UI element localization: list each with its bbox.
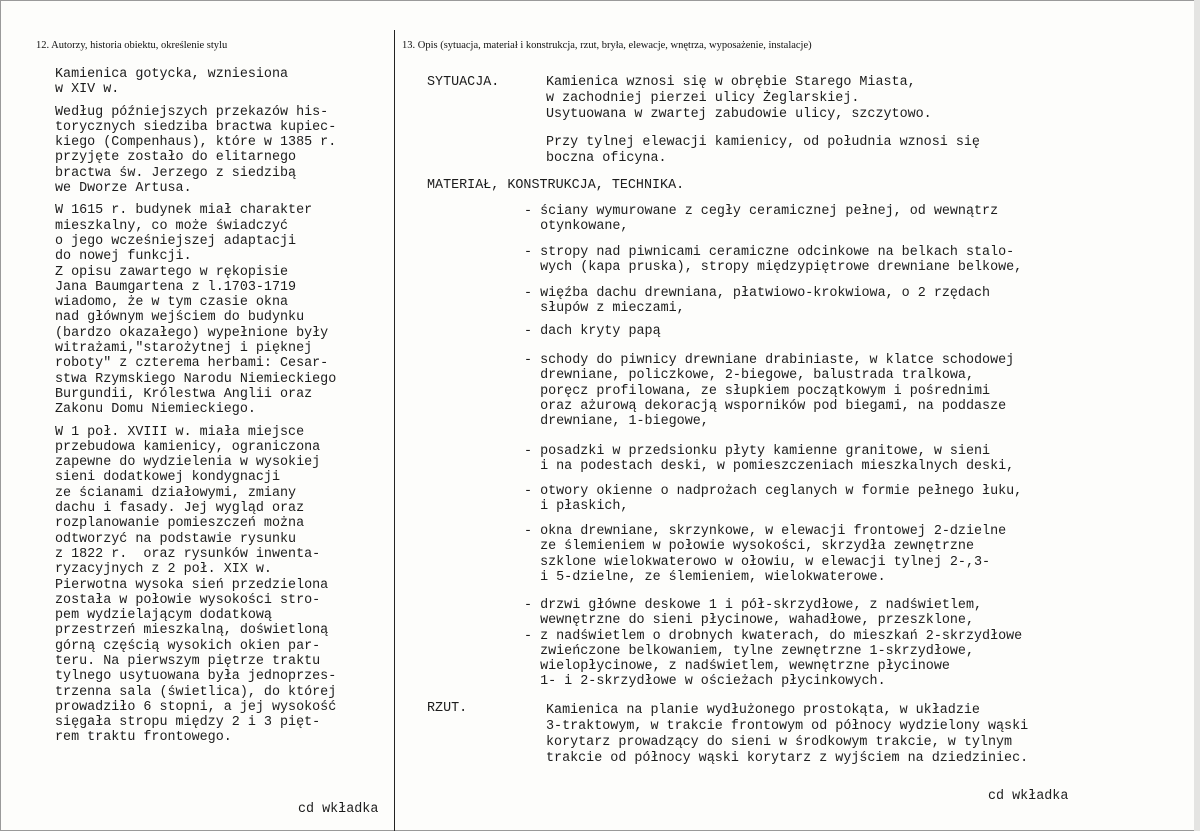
- material-item: - schody do piwnicy drewniane drabiniaste, w klatce schodowej drewniane, policzkowe, 2-biegowe, balustrada tralkowa, poręcz profilowana, ze słupkiem początkowym i pośrednimi oraz ażurową dekoracją wsporników pod biegami, na poddasze drewniane, 1-biegowe,: [524, 353, 1015, 430]
- history-paragraph: Według późniejszych przekazów his- torycznych siedziba bractwa kupiec- kiego (Compenhaus), które w 1385 r. przyjęte zostało do elitarnego bractwa św. Jerzego z siedzibą we Dworze Artusa.: [55, 104, 337, 197]
- material-item: - stropy nad piwnicami ceramiczne odcinkowe na belkach stalo- wych (kapa pruska), stropy międzypiętrowe drewniane belkowe,: [524, 245, 1023, 276]
- history-paragraph: W 1615 r. budynek miał charakter mieszkalny, co może świadczyć o jego wcześniejszej adaptacji do nowej funkcji. Z opisu zawartego w rękopisie Jana Baumgartena z l.1703-1719 wiadomo, że w tym czasie okna nad głównym wejściem do budynku (bardzo okazałego) wypełnione były witrażami,"starożytnej i pięknej roboty" z czterema herbami: Cesar- stwa Rzymskiego Narodu Niemieckiego Burgundii, Królestwa Anglii oraz Zakonu Domu Niemieckiego.: [55, 203, 337, 418]
- rzut-line: trakcie od północy wąski korytarz z wyjściem na dziedziniec.: [546, 751, 1029, 766]
- section-12-header: 12. Autorzy, historia obiektu, określenie stylu: [36, 40, 228, 51]
- material-item: - ściany wymurowane z cegły ceramicznej pełnej, od wewnątrz otynkowane,: [524, 204, 999, 235]
- sytuacja-line: w zachodniej pierzei ulicy Żeglarskiej.: [546, 91, 860, 106]
- material-item: - więźba dachu drewniana, płatwiowo-krokwiowa, o 2 rzędach słupów z mieczami,: [524, 286, 991, 317]
- sytuacja-line: Kamienica wznosi się w obrębie Starego Miasta,: [546, 75, 916, 90]
- material-item: - otwory okienne o nadprożach ceglanych w formie pełnego łuku, i płaskich,: [524, 484, 1023, 515]
- sytuacja-extra-line: Przy tylnej elewacji kamienicy, od południa wznosi się: [546, 135, 980, 150]
- rzut-line: 3-traktowym, w trakcie frontowym od północy wydzielony wąski: [546, 719, 1029, 734]
- history-paragraph: W 1 poł. XVIII w. miała miejsce przebudowa kamienicy, ograniczona zapewne do wydzielenia w wysokiej sieni dodatkowej kondygnacji ze ścianami działowymi, zmiany dachu i fasady. Jej wygląd oraz rozplanowanie pomieszczeń można odtworzyć na podstawie rysunku z 1822 r. oraz rysunków inwenta- ryzacyjnych z 2 poł. XIX w. Pierwotna wysoka sień przedzielona została w połowie wysokości stro- pem wydzielającym dodatkową przestrzeń mieszkalną, doświetloną górną częścią wysokich okien par- teru. Na pierwszym piętrze traktu tylnego usytuowana była jednoprzes- trzenna sala (świetlica), do której prowadziło 6 stopni, a jej wysokość sięgała stropu między 2 i 3 pięt- rem traktu frontowego.: [55, 424, 337, 746]
- material-item: - okna drewniane, skrzynkowe, w elewacji frontowej 2-dzielne ze ślemieniem w połowie wysokości, skrzydła zewnętrzne szklone wielokwaterowo w ołowiu, w elewacji tylnej 2-,3- i 5-dzielne, ze ślemieniem, wielokwaterowe.: [524, 524, 1007, 585]
- rzut-line: korytarz prowadzący do sieni w środkowym trakcie, w tylnym: [546, 735, 1013, 750]
- section-13-header: 13. Opis (sytuacja, materiał i konstrukcja, rzut, bryła, elewacje, wnętrza, wyposażenie, instalacje): [402, 40, 812, 51]
- material-label: MATERIAŁ, KONSTRUKCJA, TECHNIKA.: [427, 178, 685, 193]
- history-text: [55, 67, 395, 753]
- rzut-label: RZUT.: [427, 701, 468, 716]
- sytuacja-extra-line: boczna oficyna.: [546, 151, 667, 166]
- page-edge: [1194, 0, 1200, 831]
- history-paragraph: Kamienica gotycka, wzniesiona w XIV w.: [55, 67, 289, 98]
- continuation-note-left: cd wkładka: [298, 802, 379, 817]
- continuation-note-right: cd wkładka: [988, 789, 1069, 804]
- sytuacja-line: Usytuowana w zwartej zabudowie ulicy, szczytowo.: [546, 107, 932, 122]
- material-item: - posadzki w przedsionku płyty kamienne granitowe, w sieni i na podestach deski, w pomieszczeniach mieszkalnych deski,: [524, 444, 1015, 475]
- material-item: - dach kryty papą: [524, 324, 661, 339]
- rzut-line: Kamienica na planie wydłużonego prostokąta, w układzie: [546, 703, 980, 718]
- material-item: - drzwi główne deskowe 1 i pół-skrzydłowe, z nadświetlem, wewnętrzne do sieni płycinowe, wahadłowe, przeszklone, - z nadświetlem o drobnych kwaterach, do mieszkań 2-skrzydłowe zwieńczone belkowaniem, tylne zewnętrzne 1-skrzydłowe, wielopłycinowe, z nadświetlem, wewnętrzne płycinowe 1- i 2-skrzydłowe w ościeżach płycinkowych.: [524, 598, 1023, 690]
- sytuacja-label: SYTUACJA.: [427, 75, 500, 90]
